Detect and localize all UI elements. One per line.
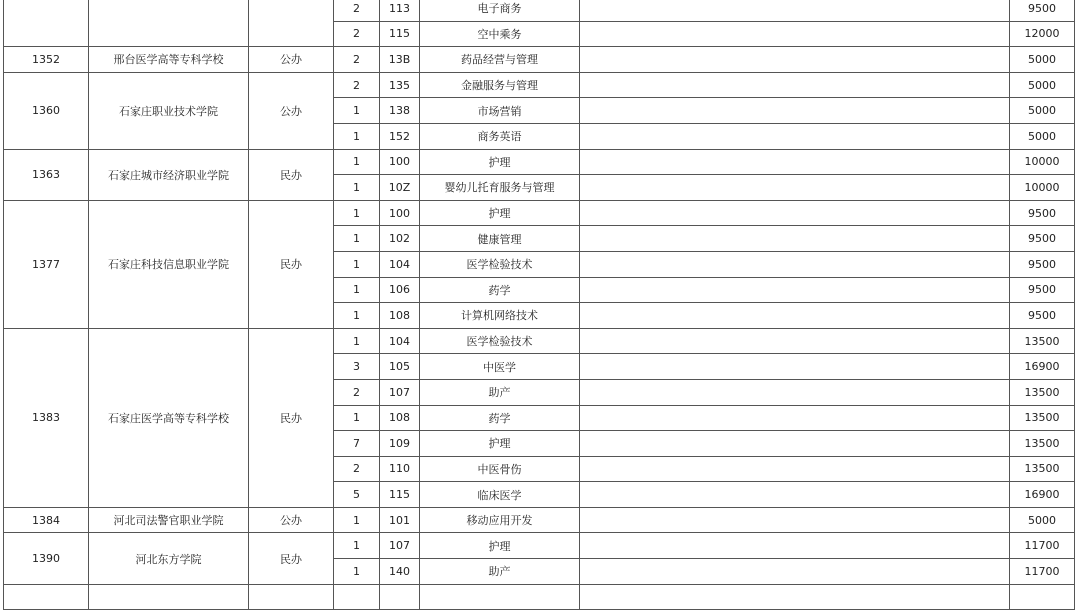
note-cell (580, 200, 1010, 226)
major-code-cell: 140 (380, 559, 420, 585)
major-code-cell: 106 (380, 277, 420, 303)
plan-count-cell: 2 (334, 456, 380, 482)
major-name-cell: 助产 (420, 559, 580, 585)
major-code-cell: 152 (380, 123, 420, 149)
school-name-cell (89, 584, 249, 610)
tuition-cell: 9500 (1010, 277, 1075, 303)
note-cell (580, 98, 1010, 124)
tuition-cell: 5000 (1010, 123, 1075, 149)
note-cell (580, 482, 1010, 508)
school-type-cell: 民办 (249, 200, 334, 328)
tuition-cell (1010, 584, 1075, 610)
major-name-cell: 金融服务与管理 (420, 72, 580, 98)
note-cell (580, 328, 1010, 354)
note-cell (580, 149, 1010, 175)
table-row (4, 72, 1075, 98)
major-code-cell: 115 (380, 482, 420, 508)
plan-count-cell: 1 (334, 175, 380, 201)
admissions-table (3, 0, 1075, 610)
major-code-cell (380, 584, 420, 610)
table-row (4, 47, 1075, 73)
school-type-cell: 公办 (249, 507, 334, 533)
tuition-cell: 9500 (1010, 303, 1075, 329)
note-cell (580, 251, 1010, 277)
note-cell (580, 507, 1010, 533)
major-code-cell: 108 (380, 303, 420, 329)
plan-count-cell: 2 (334, 21, 380, 47)
plan-count-cell: 1 (334, 303, 380, 329)
tuition-cell: 13500 (1010, 431, 1075, 457)
tuition-cell: 9500 (1010, 200, 1075, 226)
school-type-cell (249, 0, 334, 47)
plan-count-cell (334, 584, 380, 610)
major-name-cell: 空中乘务 (420, 21, 580, 47)
school-code-cell (4, 584, 89, 610)
plan-count-cell: 1 (334, 251, 380, 277)
major-name-cell: 助产 (420, 379, 580, 405)
note-cell (580, 431, 1010, 457)
major-code-cell: 10Z (380, 175, 420, 201)
school-name-cell (89, 0, 249, 47)
school-code-cell: 1383 (4, 328, 89, 507)
note-cell (580, 379, 1010, 405)
major-name-cell: 护理 (420, 200, 580, 226)
major-name-cell: 医学检验技术 (420, 328, 580, 354)
major-code-cell: 102 (380, 226, 420, 252)
major-name-cell: 计算机网络技术 (420, 303, 580, 329)
plan-count-cell: 1 (334, 559, 380, 585)
plan-count-cell: 1 (334, 405, 380, 431)
school-code-cell: 1390 (4, 533, 89, 584)
note-cell (580, 354, 1010, 380)
plan-count-cell: 2 (334, 0, 380, 21)
plan-count-cell: 5 (334, 482, 380, 508)
plan-count-cell: 3 (334, 354, 380, 380)
major-code-cell: 101 (380, 507, 420, 533)
major-code-cell: 105 (380, 354, 420, 380)
school-name-cell: 石家庄医学高等专科学校 (89, 328, 249, 507)
tuition-cell: 12000 (1010, 21, 1075, 47)
table-row (4, 149, 1075, 175)
school-name-cell: 邢台医学高等专科学校 (89, 47, 249, 73)
major-code-cell: 104 (380, 251, 420, 277)
note-cell (580, 47, 1010, 73)
major-name-cell: 中医骨伤 (420, 456, 580, 482)
tuition-cell: 5000 (1010, 507, 1075, 533)
note-cell (580, 559, 1010, 585)
table-row (4, 533, 1075, 559)
major-name-cell: 市场营销 (420, 98, 580, 124)
plan-count-cell: 7 (334, 431, 380, 457)
plan-count-cell: 2 (334, 72, 380, 98)
plan-count-cell: 1 (334, 507, 380, 533)
plan-count-cell: 1 (334, 226, 380, 252)
major-name-cell: 药学 (420, 405, 580, 431)
school-type-cell: 公办 (249, 72, 334, 149)
table-row (4, 507, 1075, 533)
major-name-cell: 移动应用开发 (420, 507, 580, 533)
note-cell (580, 72, 1010, 98)
major-name-cell: 护理 (420, 533, 580, 559)
plan-count-cell: 1 (334, 123, 380, 149)
school-name-cell: 河北司法警官职业学院 (89, 507, 249, 533)
note-cell (580, 405, 1010, 431)
tuition-cell: 9500 (1010, 226, 1075, 252)
note-cell (580, 303, 1010, 329)
major-code-cell: 113 (380, 0, 420, 21)
major-code-cell: 107 (380, 379, 420, 405)
major-name-cell: 电子商务 (420, 0, 580, 21)
school-name-cell: 石家庄职业技术学院 (89, 72, 249, 149)
school-code-cell: 1377 (4, 200, 89, 328)
note-cell (580, 21, 1010, 47)
major-name-cell: 中医学 (420, 354, 580, 380)
major-name-cell: 护理 (420, 431, 580, 457)
tuition-cell: 11700 (1010, 559, 1075, 585)
plan-count-cell: 1 (334, 200, 380, 226)
tuition-cell: 9500 (1010, 0, 1075, 21)
note-cell (580, 533, 1010, 559)
note-cell (580, 277, 1010, 303)
school-type-cell: 民办 (249, 328, 334, 507)
plan-count-cell: 1 (334, 277, 380, 303)
school-code-cell: 1363 (4, 149, 89, 200)
tuition-cell: 5000 (1010, 98, 1075, 124)
tuition-cell: 13500 (1010, 405, 1075, 431)
tuition-cell: 10000 (1010, 149, 1075, 175)
major-name-cell: 临床医学 (420, 482, 580, 508)
school-type-cell: 民办 (249, 533, 334, 584)
major-name-cell (420, 584, 580, 610)
school-type-cell: 公办 (249, 47, 334, 73)
plan-count-cell: 2 (334, 379, 380, 405)
tuition-cell: 11700 (1010, 533, 1075, 559)
major-name-cell: 健康管理 (420, 226, 580, 252)
tuition-cell: 9500 (1010, 251, 1075, 277)
major-code-cell: 100 (380, 200, 420, 226)
tuition-cell: 16900 (1010, 482, 1075, 508)
tuition-cell: 16900 (1010, 354, 1075, 380)
major-code-cell: 13B (380, 47, 420, 73)
tuition-cell: 13500 (1010, 328, 1075, 354)
major-code-cell: 108 (380, 405, 420, 431)
major-code-cell: 138 (380, 98, 420, 124)
school-code-cell: 1360 (4, 72, 89, 149)
major-code-cell: 115 (380, 21, 420, 47)
tuition-cell: 5000 (1010, 72, 1075, 98)
table-row (4, 0, 1075, 21)
major-code-cell: 104 (380, 328, 420, 354)
major-name-cell: 药学 (420, 277, 580, 303)
major-name-cell: 药品经营与管理 (420, 47, 580, 73)
note-cell (580, 0, 1010, 21)
plan-count-cell: 1 (334, 328, 380, 354)
table-body (4, 0, 1075, 610)
table-row (4, 200, 1075, 226)
table-row (4, 584, 1075, 610)
table-row (4, 328, 1075, 354)
school-code-cell: 1352 (4, 47, 89, 73)
major-code-cell: 110 (380, 456, 420, 482)
note-cell (580, 456, 1010, 482)
major-name-cell: 医学检验技术 (420, 251, 580, 277)
note-cell (580, 584, 1010, 610)
school-code-cell: 1384 (4, 507, 89, 533)
tuition-cell: 10000 (1010, 175, 1075, 201)
plan-count-cell: 1 (334, 149, 380, 175)
major-code-cell: 109 (380, 431, 420, 457)
school-type-cell (249, 584, 334, 610)
school-name-cell: 河北东方学院 (89, 533, 249, 584)
major-code-cell: 100 (380, 149, 420, 175)
tuition-cell: 13500 (1010, 456, 1075, 482)
note-cell (580, 226, 1010, 252)
major-name-cell: 商务英语 (420, 123, 580, 149)
school-name-cell: 石家庄城市经济职业学院 (89, 149, 249, 200)
school-type-cell: 民办 (249, 149, 334, 200)
note-cell (580, 123, 1010, 149)
tuition-cell: 13500 (1010, 379, 1075, 405)
school-code-cell (4, 0, 89, 47)
plan-count-cell: 2 (334, 47, 380, 73)
major-code-cell: 107 (380, 533, 420, 559)
school-name-cell: 石家庄科技信息职业学院 (89, 200, 249, 328)
major-code-cell: 135 (380, 72, 420, 98)
major-name-cell: 婴幼儿托育服务与管理 (420, 175, 580, 201)
plan-count-cell: 1 (334, 98, 380, 124)
plan-count-cell: 1 (334, 533, 380, 559)
tuition-cell: 5000 (1010, 47, 1075, 73)
note-cell (580, 175, 1010, 201)
major-name-cell: 护理 (420, 149, 580, 175)
